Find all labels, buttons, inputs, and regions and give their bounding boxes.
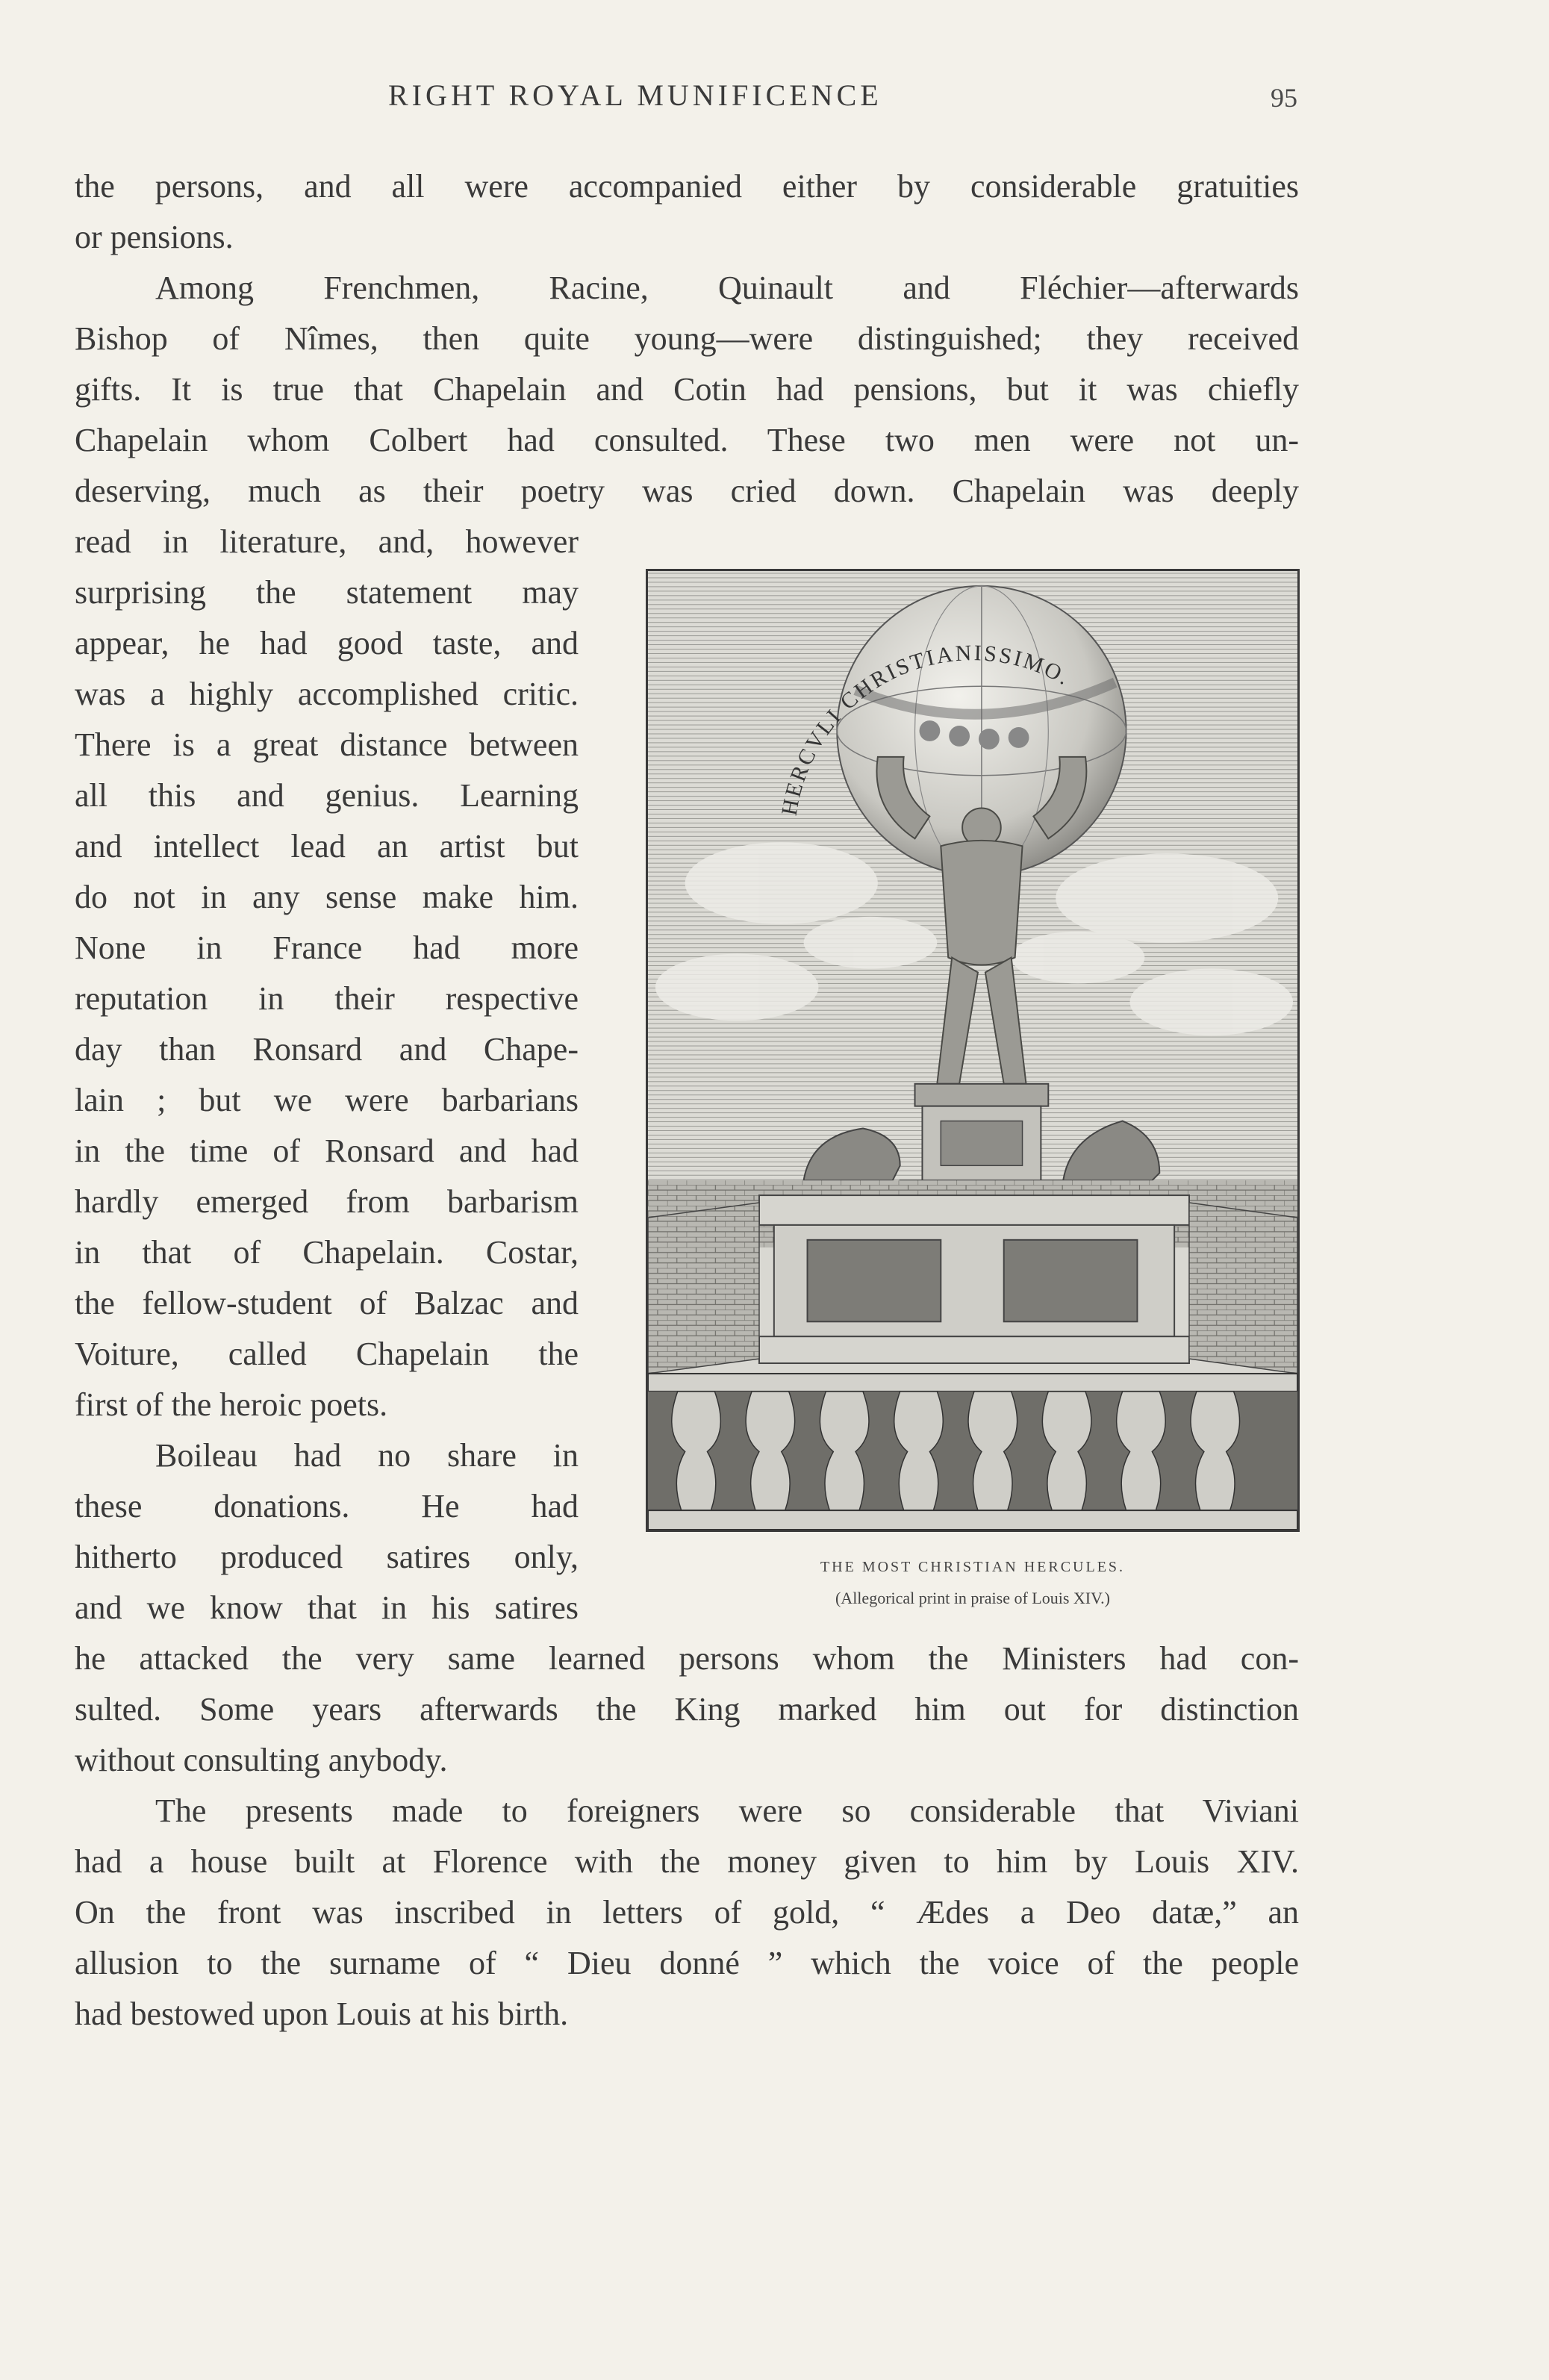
text-line: On the front was inscribed in letters of gold, “ Ædes a Deo datæ,” an (75, 1894, 1299, 1931)
text-line: read in literature, and, however (75, 523, 579, 560)
text-line: Among Frenchmen, Racine, Quinault and Fléchier—afterwards (155, 270, 1299, 306)
globe-inscription: HERCVLI CHRISTIANISSIMO. (776, 640, 1076, 817)
text-line: Boileau had no share in (155, 1437, 579, 1474)
text-line: There is a great distance between (75, 726, 579, 763)
text-line: gifts. It is true that Chapelain and Cotin had pensions, but it was chiefly (75, 371, 1299, 408)
text-line: these donations. He had (75, 1488, 579, 1524)
text-line: sulted. Some years afterwards the King marked him out for distinction (75, 1691, 1299, 1728)
text-line: allusion to the surname of “ Dieu donné ” which the voice of the people (75, 1945, 1299, 1981)
page-number: 95 (1271, 83, 1297, 113)
text-line: in the time of Ronsard and had (75, 1133, 579, 1169)
text-line: he attacked the very same learned persons whom the Ministers had con- (75, 1640, 1299, 1677)
text-line: hitherto produced satires only, (75, 1539, 579, 1575)
text-line: deserving, much as their poetry was cried down. Chapelain was deeply (75, 473, 1299, 509)
text-line: had bestowed upon Louis at his birth. (75, 1996, 569, 2032)
running-title: RIGHT ROYAL MUNIFICENCE (388, 78, 882, 112)
text-line: or pensions. (75, 219, 234, 255)
text-line: Voiture, called Chapelain the (75, 1336, 579, 1372)
text-line: all this and genius. Learning (75, 777, 579, 814)
text-line: day than Ronsard and Chape- (75, 1031, 579, 1068)
text-line: was a highly accomplished critic. (75, 676, 579, 712)
text-line: surprising the statement may (75, 574, 579, 611)
text-line: in that of Chapelain. Costar, (75, 1234, 579, 1271)
figure-caption-subtitle: (Allegorical print in praise of Louis XIV.) (835, 1589, 1110, 1607)
hercules-illustration (646, 569, 1300, 1532)
front-balustrade (648, 1374, 1297, 1530)
text-line: None in France had more (75, 929, 579, 966)
figure-caption-title: THE MOST CHRISTIAN HERCULES. (820, 1559, 1126, 1575)
text-line: and intellect lead an artist but (75, 828, 579, 865)
text-line: without consulting anybody. (75, 1742, 448, 1778)
text-line: hardly emerged from barbarism (75, 1183, 579, 1220)
text-line: the fellow-student of Balzac and (75, 1285, 579, 1321)
text-line: do not in any sense make him. (75, 879, 579, 915)
text-line: The presents made to foreigners were so considerable that Viviani (155, 1792, 1299, 1829)
page-header (0, 78, 1549, 122)
text-line: the persons, and all were accompanied either by considerable gratuities (75, 168, 1299, 205)
text-line: Bishop of Nîmes, then quite young—were distinguished; they received (75, 320, 1299, 357)
text-line: first of the heroic poets. (75, 1386, 388, 1423)
monument-base (759, 1195, 1189, 1363)
text-line: and we know that in his satires (75, 1589, 579, 1626)
text-line: reputation in their respective (75, 980, 579, 1017)
text-line: lain ; but we were barbarians (75, 1082, 579, 1118)
text-line: had a house built at Florence with the money given to him by Louis XIV. (75, 1843, 1299, 1880)
text-line: Chapelain whom Colbert had consulted. These two men were not un- (75, 422, 1299, 458)
text-line: appear, he had good taste, and (75, 625, 579, 661)
